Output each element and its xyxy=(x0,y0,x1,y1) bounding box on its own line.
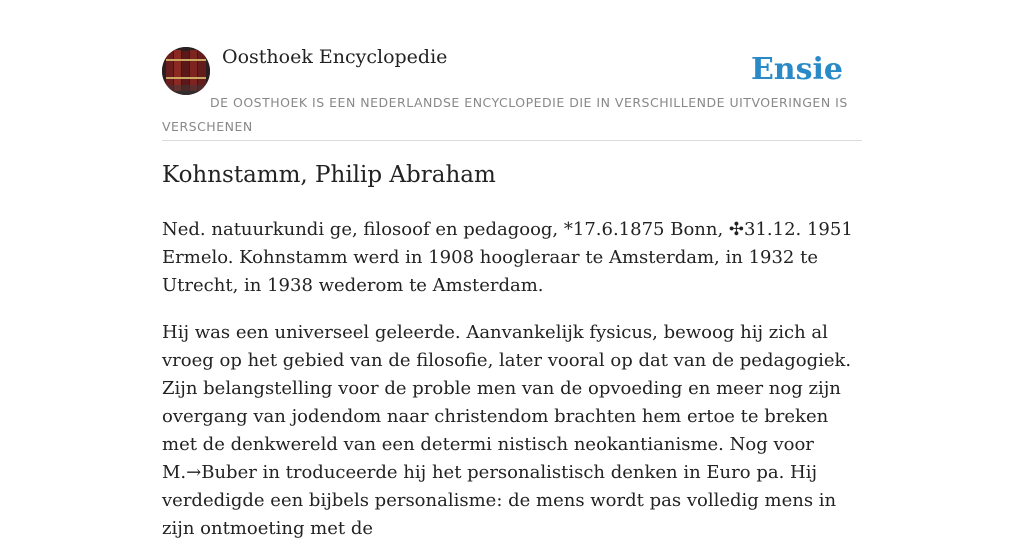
header xyxy=(162,0,862,141)
page-container xyxy=(162,0,862,539)
site-name[interactable]: Oosthoek Encyclopedie xyxy=(222,46,448,68)
site-tagline: DE OOSTHOEK IS EEN NEDERLANDSE ENCYCLOPEDIE DIE IN VERSCHILLENDE UITVOERINGEN IS VERSCHENEN xyxy=(162,95,848,134)
article-paragraph-1: Ned. natuurkundi ge, filosoof en pedagoog, *17.6.1875 Bonn, ✣31.12. 1951 Ermelo. Kohnstamm werd in 1908 hoogleraar te Amsterdam, in 1932 te Utrecht, in 1938 wederom te Amsterdam. xyxy=(162,219,853,296)
book-spines-icon xyxy=(162,47,210,95)
avatar[interactable] xyxy=(162,47,210,95)
brand-logo[interactable]: Ensie xyxy=(750,52,843,87)
article-title: Kohnstamm, Philip Abraham xyxy=(162,162,496,188)
article-paragraph-2: Hij was een universeel geleerde. Aanvankelijk fysicus, bewoog hij zich al vroeg op het gebied van de filosofie, later vooral op dat van de pedagogiek. Zijn belangstelling voor de proble men van de opvoeding en meer nog zijn overgang van jodendom naar christendom brachten hem ertoe te breken met de denkwereld van een determi nistisch neokantianisme. Nog voor M.→Buber in troduceerde hij het personalistisch denken in Euro pa. Hij verdedigde een bijbels personalisme: de mens wordt pas volledig mens in zijn ontmoeting met de xyxy=(162,322,852,539)
